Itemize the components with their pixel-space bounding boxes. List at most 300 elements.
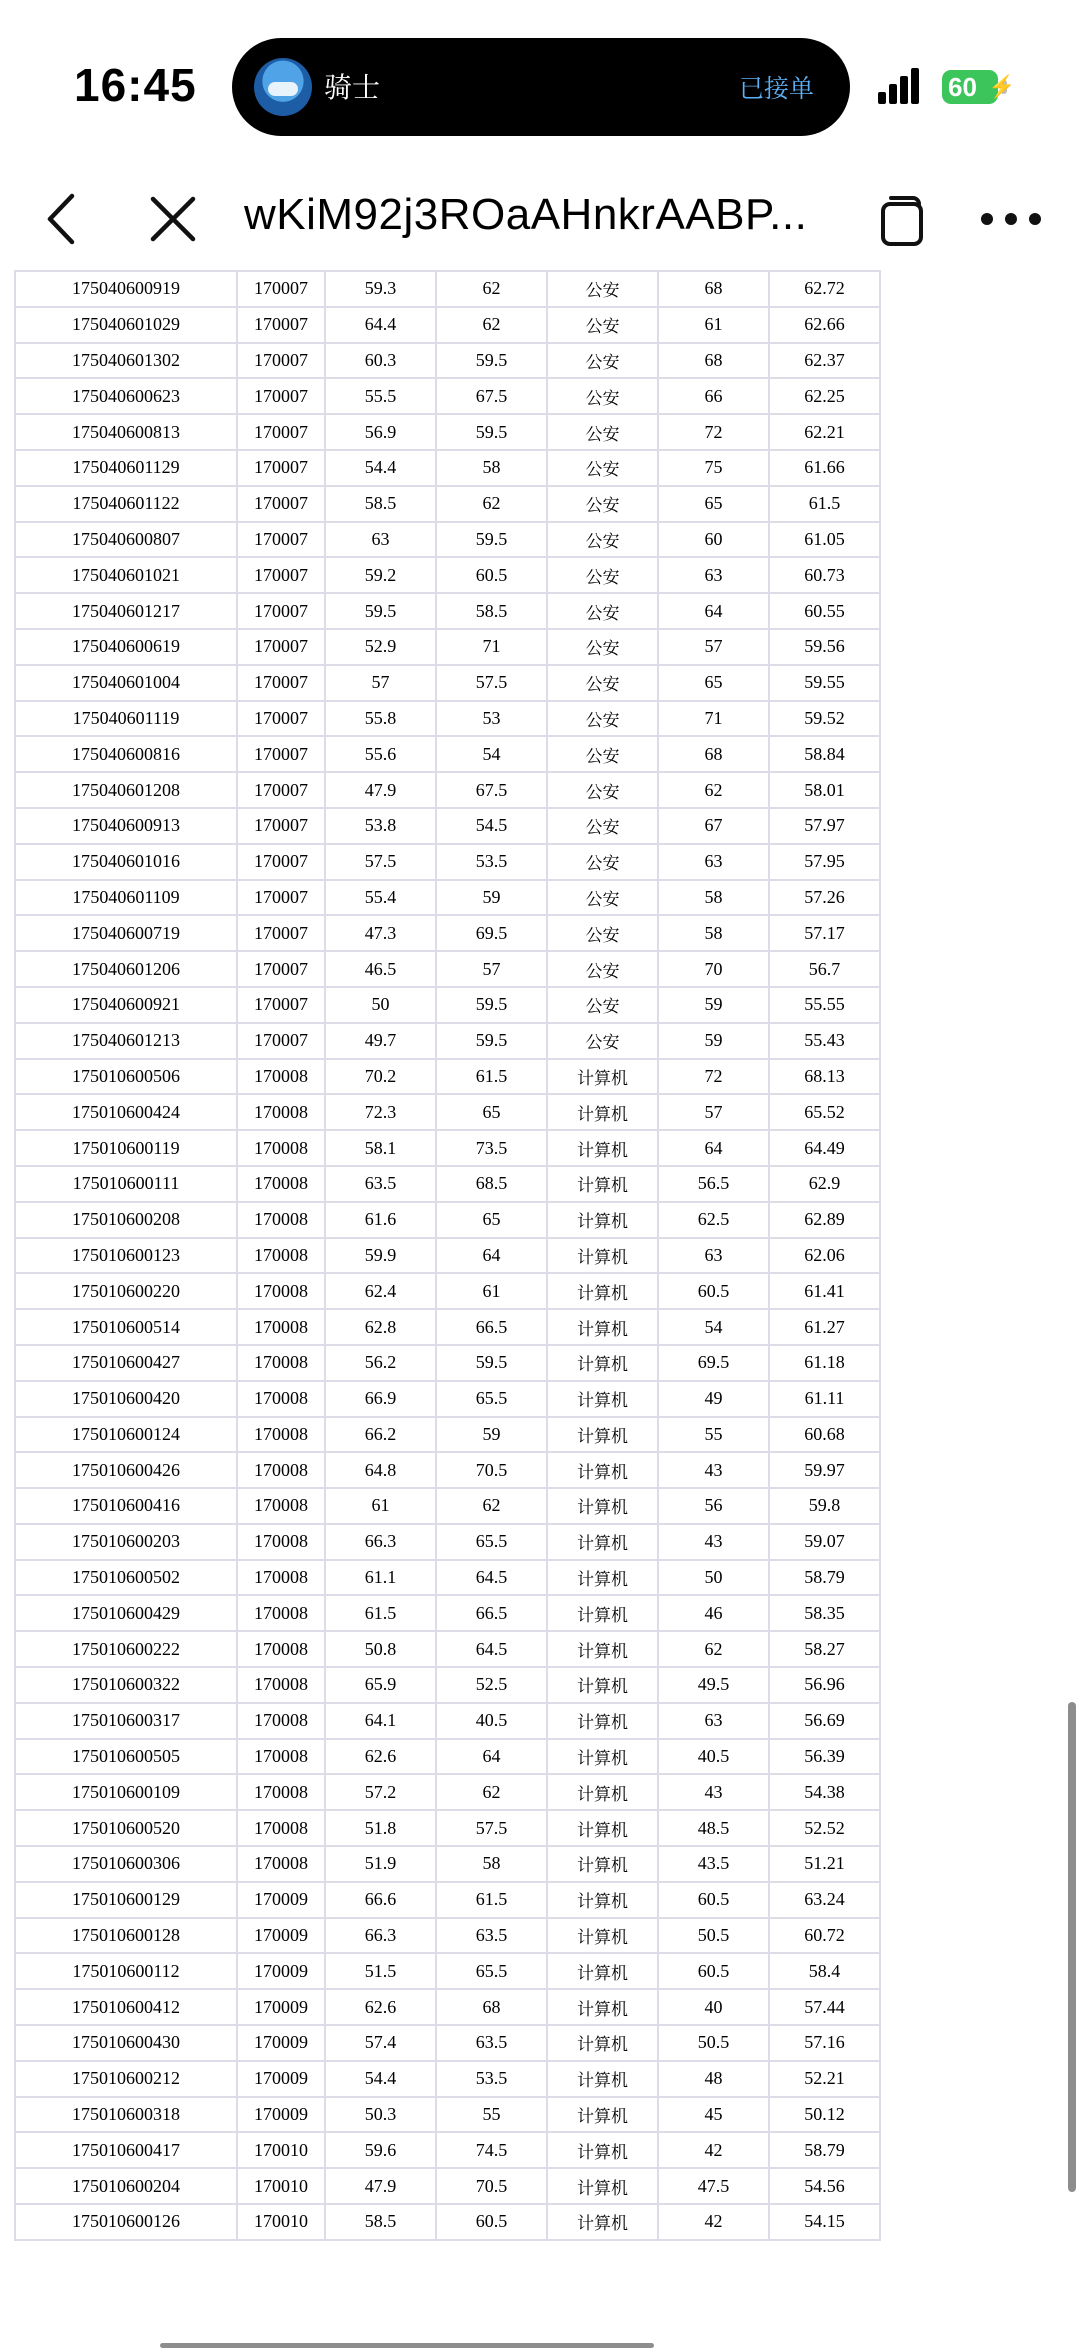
cell-position-code: 170007 [237, 593, 325, 629]
cell-category: 公安 [547, 522, 658, 558]
cell-exam-id: 175010600112 [15, 1953, 237, 1989]
cell-exam-id: 175040600619 [15, 629, 237, 665]
cell-position-code: 170009 [237, 1918, 325, 1954]
cell-score-1: 62.6 [325, 1739, 436, 1775]
cell-score-2: 55 [436, 2097, 547, 2133]
cell-score-3: 57 [658, 1094, 769, 1130]
cell-position-code: 170008 [237, 1452, 325, 1488]
cell-score-1: 64.8 [325, 1452, 436, 1488]
cell-score-3: 69.5 [658, 1345, 769, 1381]
cell-score-1: 72.3 [325, 1094, 436, 1130]
cell-score-1: 66.6 [325, 1882, 436, 1918]
cell-exam-id: 175040601217 [15, 593, 237, 629]
cell-exam-id: 175010600430 [15, 2025, 237, 2061]
cell-total-score: 56.96 [769, 1667, 880, 1703]
cell-score-2: 58.5 [436, 593, 547, 629]
cell-score-2: 60.5 [436, 557, 547, 593]
cell-exam-id: 175040601109 [15, 880, 237, 916]
cell-category: 计算机 [547, 2025, 658, 2061]
cell-exam-id: 175040600623 [15, 378, 237, 414]
cell-category: 计算机 [547, 1381, 658, 1417]
cell-exam-id: 175010600123 [15, 1238, 237, 1274]
table-row [15, 1739, 880, 1775]
cell-category: 计算机 [547, 1703, 658, 1739]
cell-position-code: 170008 [237, 1166, 325, 1202]
cell-position-code: 170007 [237, 701, 325, 737]
cell-score-2: 64.5 [436, 1560, 547, 1596]
table-row [15, 1810, 880, 1846]
cell-total-score: 55.55 [769, 987, 880, 1023]
cell-exam-id: 175010600427 [15, 1345, 237, 1381]
cell-category: 计算机 [547, 1524, 658, 1560]
cell-score-3: 40.5 [658, 1739, 769, 1775]
cell-total-score: 56.39 [769, 1739, 880, 1775]
cell-score-2: 57.5 [436, 1810, 547, 1846]
cell-position-code: 170007 [237, 343, 325, 379]
table-row [15, 2132, 880, 2168]
cell-category: 公安 [547, 450, 658, 486]
table-row [15, 450, 880, 486]
cell-category: 计算机 [547, 1202, 658, 1238]
cell-position-code: 170008 [237, 1703, 325, 1739]
cell-score-2: 62 [436, 307, 547, 343]
cell-score-3: 68 [658, 736, 769, 772]
cell-exam-id: 175010600416 [15, 1488, 237, 1524]
cell-score-3: 58 [658, 880, 769, 916]
cell-total-score: 62.25 [769, 378, 880, 414]
cell-score-2: 64.5 [436, 1631, 547, 1667]
cell-score-3: 48 [658, 2061, 769, 2097]
score-table [14, 270, 881, 2241]
status-bar [0, 0, 1080, 170]
cell-score-3: 50.5 [658, 1918, 769, 1954]
cell-score-2: 66.5 [436, 1309, 547, 1345]
cell-score-3: 72 [658, 414, 769, 450]
cell-score-3: 64 [658, 1130, 769, 1166]
dynamic-island[interactable] [232, 38, 850, 136]
page-title: wKiM92j3ROaAHnkrAABP... [244, 190, 808, 239]
cell-score-1: 50.3 [325, 2097, 436, 2133]
cell-score-3: 47.5 [658, 2168, 769, 2204]
cell-score-1: 56.9 [325, 414, 436, 450]
cell-position-code: 170007 [237, 1023, 325, 1059]
cell-position-code: 170008 [237, 1059, 325, 1095]
cell-score-1: 53.8 [325, 808, 436, 844]
cell-score-3: 61 [658, 307, 769, 343]
cell-total-score: 61.66 [769, 450, 880, 486]
cell-position-code: 170009 [237, 2061, 325, 2097]
table-row [15, 1560, 880, 1596]
cell-score-1: 63.5 [325, 1166, 436, 1202]
cell-total-score: 59.55 [769, 665, 880, 701]
cell-total-score: 59.52 [769, 701, 880, 737]
cell-exam-id: 175010600317 [15, 1703, 237, 1739]
cell-total-score: 61.5 [769, 486, 880, 522]
table-row [15, 1524, 880, 1560]
cell-score-2: 52.5 [436, 1667, 547, 1703]
cell-position-code: 170009 [237, 1989, 325, 2025]
cell-score-1: 58.5 [325, 2204, 436, 2240]
cell-total-score: 57.17 [769, 915, 880, 951]
cell-score-3: 55 [658, 1417, 769, 1453]
cell-score-3: 43.5 [658, 1846, 769, 1882]
cell-exam-id: 175010600212 [15, 2061, 237, 2097]
cell-score-1: 54.4 [325, 450, 436, 486]
cell-score-1: 57 [325, 665, 436, 701]
table-row [15, 2061, 880, 2097]
cell-score-1: 62.4 [325, 1273, 436, 1309]
cell-score-1: 58.5 [325, 486, 436, 522]
cell-score-2: 65.5 [436, 1381, 547, 1417]
cell-score-3: 64 [658, 593, 769, 629]
table-row [15, 1452, 880, 1488]
cell-score-3: 50.5 [658, 2025, 769, 2061]
cell-score-1: 51.9 [325, 1846, 436, 1882]
cell-category: 计算机 [547, 1166, 658, 1202]
cell-score-2: 59 [436, 1417, 547, 1453]
cell-category: 计算机 [547, 1953, 658, 1989]
cell-position-code: 170008 [237, 1130, 325, 1166]
cell-position-code: 170008 [237, 1846, 325, 1882]
cell-score-1: 63 [325, 522, 436, 558]
table-row [15, 844, 880, 880]
cell-position-code: 170007 [237, 987, 325, 1023]
cell-exam-id: 175010600124 [15, 1417, 237, 1453]
cell-total-score: 59.56 [769, 629, 880, 665]
cell-total-score: 58.35 [769, 1595, 880, 1631]
cell-score-3: 43 [658, 1452, 769, 1488]
cell-total-score: 59.97 [769, 1452, 880, 1488]
cell-exam-id: 175010600412 [15, 1989, 237, 2025]
cell-score-3: 65 [658, 486, 769, 522]
cell-position-code: 170008 [237, 1417, 325, 1453]
signal-icon [878, 66, 928, 104]
cell-total-score: 58.4 [769, 1953, 880, 1989]
cell-exam-id: 175040601122 [15, 486, 237, 522]
cell-total-score: 61.18 [769, 1345, 880, 1381]
table-row [15, 1667, 880, 1703]
cell-position-code: 170007 [237, 736, 325, 772]
cell-total-score: 51.21 [769, 1846, 880, 1882]
horizontal-scrollbar[interactable] [160, 2343, 654, 2348]
cell-score-3: 63 [658, 1703, 769, 1739]
cell-position-code: 170008 [237, 1631, 325, 1667]
cell-category: 计算机 [547, 1417, 658, 1453]
table-row [15, 772, 880, 808]
cell-position-code: 170007 [237, 915, 325, 951]
cell-total-score: 63.24 [769, 1882, 880, 1918]
cell-exam-id: 175010600424 [15, 1094, 237, 1130]
cell-total-score: 54.38 [769, 1774, 880, 1810]
cell-score-3: 56 [658, 1488, 769, 1524]
cell-score-2: 53 [436, 701, 547, 737]
cell-category: 计算机 [547, 1882, 658, 1918]
cell-category: 计算机 [547, 1488, 658, 1524]
cell-position-code: 170007 [237, 951, 325, 987]
cell-category: 公安 [547, 951, 658, 987]
cell-score-2: 59.5 [436, 1023, 547, 1059]
cell-score-2: 74.5 [436, 2132, 547, 2168]
table-row [15, 2168, 880, 2204]
cell-total-score: 60.73 [769, 557, 880, 593]
cell-exam-id: 175010600505 [15, 1739, 237, 1775]
cell-exam-id: 175040601213 [15, 1023, 237, 1059]
cell-exam-id: 175040600813 [15, 414, 237, 450]
cell-score-1: 61.5 [325, 1595, 436, 1631]
cell-category: 计算机 [547, 2097, 658, 2133]
cell-category: 公安 [547, 629, 658, 665]
cell-score-3: 63 [658, 844, 769, 880]
cell-category: 公安 [547, 343, 658, 379]
back-icon[interactable] [36, 184, 86, 254]
cell-exam-id: 175010600502 [15, 1560, 237, 1596]
cell-position-code: 170008 [237, 1739, 325, 1775]
cell-position-code: 170007 [237, 271, 325, 307]
cell-score-3: 60.5 [658, 1882, 769, 1918]
cell-category: 计算机 [547, 1273, 658, 1309]
table-row [15, 1202, 880, 1238]
cell-score-3: 75 [658, 450, 769, 486]
cell-score-1: 61.6 [325, 1202, 436, 1238]
table-row [15, 378, 880, 414]
cell-total-score: 62.66 [769, 307, 880, 343]
cell-score-1: 62.8 [325, 1309, 436, 1345]
cell-score-1: 57.2 [325, 1774, 436, 1810]
cell-score-3: 57 [658, 629, 769, 665]
cell-score-3: 40 [658, 1989, 769, 2025]
cell-category: 公安 [547, 701, 658, 737]
cell-position-code: 170009 [237, 2025, 325, 2061]
cell-total-score: 62.72 [769, 271, 880, 307]
cell-position-code: 170008 [237, 1810, 325, 1846]
cell-exam-id: 175010600420 [15, 1381, 237, 1417]
cell-total-score: 59.07 [769, 1524, 880, 1560]
cell-position-code: 170007 [237, 629, 325, 665]
cell-category: 计算机 [547, 1918, 658, 1954]
cell-score-3: 56.5 [658, 1166, 769, 1202]
cell-category: 公安 [547, 557, 658, 593]
cell-exam-id: 175040601029 [15, 307, 237, 343]
cell-total-score: 60.55 [769, 593, 880, 629]
cell-score-3: 50 [658, 1560, 769, 1596]
cell-position-code: 170007 [237, 414, 325, 450]
cell-position-code: 170010 [237, 2132, 325, 2168]
cell-score-1: 66.3 [325, 1524, 436, 1560]
more-icon[interactable] [976, 184, 1046, 254]
cell-score-1: 56.2 [325, 1345, 436, 1381]
cell-score-3: 71 [658, 701, 769, 737]
cell-exam-id: 175040600719 [15, 915, 237, 951]
cell-exam-id: 175040601208 [15, 772, 237, 808]
cell-score-2: 59.5 [436, 522, 547, 558]
cell-total-score: 57.97 [769, 808, 880, 844]
cell-category: 计算机 [547, 1238, 658, 1274]
cell-exam-id: 175010600119 [15, 1130, 237, 1166]
cell-score-2: 59.5 [436, 414, 547, 450]
cell-score-2: 57 [436, 951, 547, 987]
cell-score-1: 46.5 [325, 951, 436, 987]
cell-position-code: 170008 [237, 1774, 325, 1810]
table-row [15, 414, 880, 450]
cell-total-score: 58.79 [769, 2132, 880, 2168]
cell-score-3: 70 [658, 951, 769, 987]
cell-score-1: 51.5 [325, 1953, 436, 1989]
cell-position-code: 170008 [237, 1488, 325, 1524]
cell-score-1: 57.5 [325, 844, 436, 880]
cell-position-code: 170008 [237, 1273, 325, 1309]
cell-exam-id: 175040601119 [15, 701, 237, 737]
cell-score-3: 60.5 [658, 1273, 769, 1309]
cell-score-2: 63.5 [436, 1918, 547, 1954]
cell-score-1: 66.2 [325, 1417, 436, 1453]
cell-position-code: 170007 [237, 486, 325, 522]
cell-category: 计算机 [547, 1739, 658, 1775]
cell-score-1: 49.7 [325, 1023, 436, 1059]
cell-total-score: 59.8 [769, 1488, 880, 1524]
cell-category: 计算机 [547, 1059, 658, 1095]
cell-score-2: 65.5 [436, 1524, 547, 1560]
cell-score-1: 54.4 [325, 2061, 436, 2097]
cell-score-1: 55.8 [325, 701, 436, 737]
cell-exam-id: 175010600222 [15, 1631, 237, 1667]
cell-score-2: 59.5 [436, 343, 547, 379]
cell-score-1: 57.4 [325, 2025, 436, 2061]
table-row [15, 1953, 880, 1989]
cell-score-1: 59.5 [325, 593, 436, 629]
cell-score-2: 66.5 [436, 1595, 547, 1631]
table-row [15, 1631, 880, 1667]
cell-position-code: 170009 [237, 1882, 325, 1918]
cell-score-3: 43 [658, 1774, 769, 1810]
table-row [15, 1882, 880, 1918]
cell-exam-id: 175010600111 [15, 1166, 237, 1202]
cell-score-1: 64.1 [325, 1703, 436, 1739]
cell-category: 计算机 [547, 1989, 658, 2025]
cell-position-code: 170007 [237, 522, 325, 558]
cell-category: 计算机 [547, 1846, 658, 1882]
cell-score-2: 64 [436, 1739, 547, 1775]
close-icon[interactable] [144, 184, 202, 254]
cell-score-2: 61.5 [436, 1882, 547, 1918]
cell-exam-id: 175010600126 [15, 2204, 237, 2240]
table-viewport[interactable] [0, 270, 1080, 2338]
cell-score-2: 60.5 [436, 2204, 547, 2240]
cell-score-2: 53.5 [436, 844, 547, 880]
cell-position-code: 170008 [237, 1309, 325, 1345]
cell-exam-id: 175010600514 [15, 1309, 237, 1345]
table-row [15, 1238, 880, 1274]
copy-icon[interactable] [872, 184, 932, 254]
cell-category: 计算机 [547, 1560, 658, 1596]
cell-score-2: 71 [436, 629, 547, 665]
table-row [15, 1595, 880, 1631]
cell-score-1: 59.2 [325, 557, 436, 593]
cell-exam-id: 175040600913 [15, 808, 237, 844]
status-time: 16:45 [74, 59, 197, 111]
cell-score-1: 65.9 [325, 1667, 436, 1703]
cell-exam-id: 175040601129 [15, 450, 237, 486]
cell-score-2: 68 [436, 1989, 547, 2025]
table-row [15, 307, 880, 343]
cell-position-code: 170007 [237, 307, 325, 343]
cell-total-score: 65.52 [769, 1094, 880, 1130]
table-row [15, 736, 880, 772]
cell-exam-id: 175010600322 [15, 1667, 237, 1703]
cell-score-2: 59.5 [436, 987, 547, 1023]
cell-category: 计算机 [547, 1631, 658, 1667]
table-row [15, 1918, 880, 1954]
table-row [15, 522, 880, 558]
cell-position-code: 170009 [237, 2097, 325, 2133]
cell-score-2: 67.5 [436, 378, 547, 414]
cell-position-code: 170007 [237, 450, 325, 486]
table-row [15, 2025, 880, 2061]
cell-score-2: 57.5 [436, 665, 547, 701]
rider-avatar-icon [254, 58, 312, 116]
cell-total-score: 57.95 [769, 844, 880, 880]
cell-score-3: 60 [658, 522, 769, 558]
cell-exam-id: 175040601206 [15, 951, 237, 987]
cell-exam-id: 175010600204 [15, 2168, 237, 2204]
nav-bar [0, 170, 1080, 270]
cell-exam-id: 175010600129 [15, 1882, 237, 1918]
cell-score-1: 66.9 [325, 1381, 436, 1417]
table-row [15, 1023, 880, 1059]
cell-score-3: 65 [658, 665, 769, 701]
cell-category: 计算机 [547, 1667, 658, 1703]
cell-position-code: 170010 [237, 2204, 325, 2240]
cell-score-1: 60.3 [325, 343, 436, 379]
cell-score-1: 47.3 [325, 915, 436, 951]
cell-score-2: 53.5 [436, 2061, 547, 2097]
cell-position-code: 170007 [237, 844, 325, 880]
table-row [15, 486, 880, 522]
cell-total-score: 57.16 [769, 2025, 880, 2061]
cell-score-2: 64 [436, 1238, 547, 1274]
table-row [15, 1166, 880, 1202]
cell-score-3: 59 [658, 1023, 769, 1059]
cell-exam-id: 175010600318 [15, 2097, 237, 2133]
table-row [15, 1059, 880, 1095]
cell-score-2: 65 [436, 1202, 547, 1238]
cell-category: 公安 [547, 307, 658, 343]
cell-exam-id: 175010600426 [15, 1452, 237, 1488]
cell-exam-id: 175040601021 [15, 557, 237, 593]
cell-score-1: 70.2 [325, 1059, 436, 1095]
table-row [15, 629, 880, 665]
vertical-scrollbar[interactable] [1068, 1702, 1076, 2192]
cell-score-3: 62 [658, 772, 769, 808]
cell-position-code: 170008 [237, 1202, 325, 1238]
cell-score-3: 43 [658, 1524, 769, 1560]
cell-total-score: 54.56 [769, 2168, 880, 2204]
cell-score-1: 66.3 [325, 1918, 436, 1954]
cell-exam-id: 175010600306 [15, 1846, 237, 1882]
cell-category: 公安 [547, 736, 658, 772]
table-row [15, 880, 880, 916]
cell-exam-id: 175010600520 [15, 1810, 237, 1846]
cell-exam-id: 175010600128 [15, 1918, 237, 1954]
cell-score-1: 47.9 [325, 2168, 436, 2204]
cell-total-score: 50.12 [769, 2097, 880, 2133]
table-row [15, 1846, 880, 1882]
cell-score-1: 50 [325, 987, 436, 1023]
cell-total-score: 57.44 [769, 1989, 880, 2025]
cell-category: 计算机 [547, 1094, 658, 1130]
cell-category: 计算机 [547, 2132, 658, 2168]
cell-position-code: 170007 [237, 880, 325, 916]
cell-total-score: 62.9 [769, 1166, 880, 1202]
